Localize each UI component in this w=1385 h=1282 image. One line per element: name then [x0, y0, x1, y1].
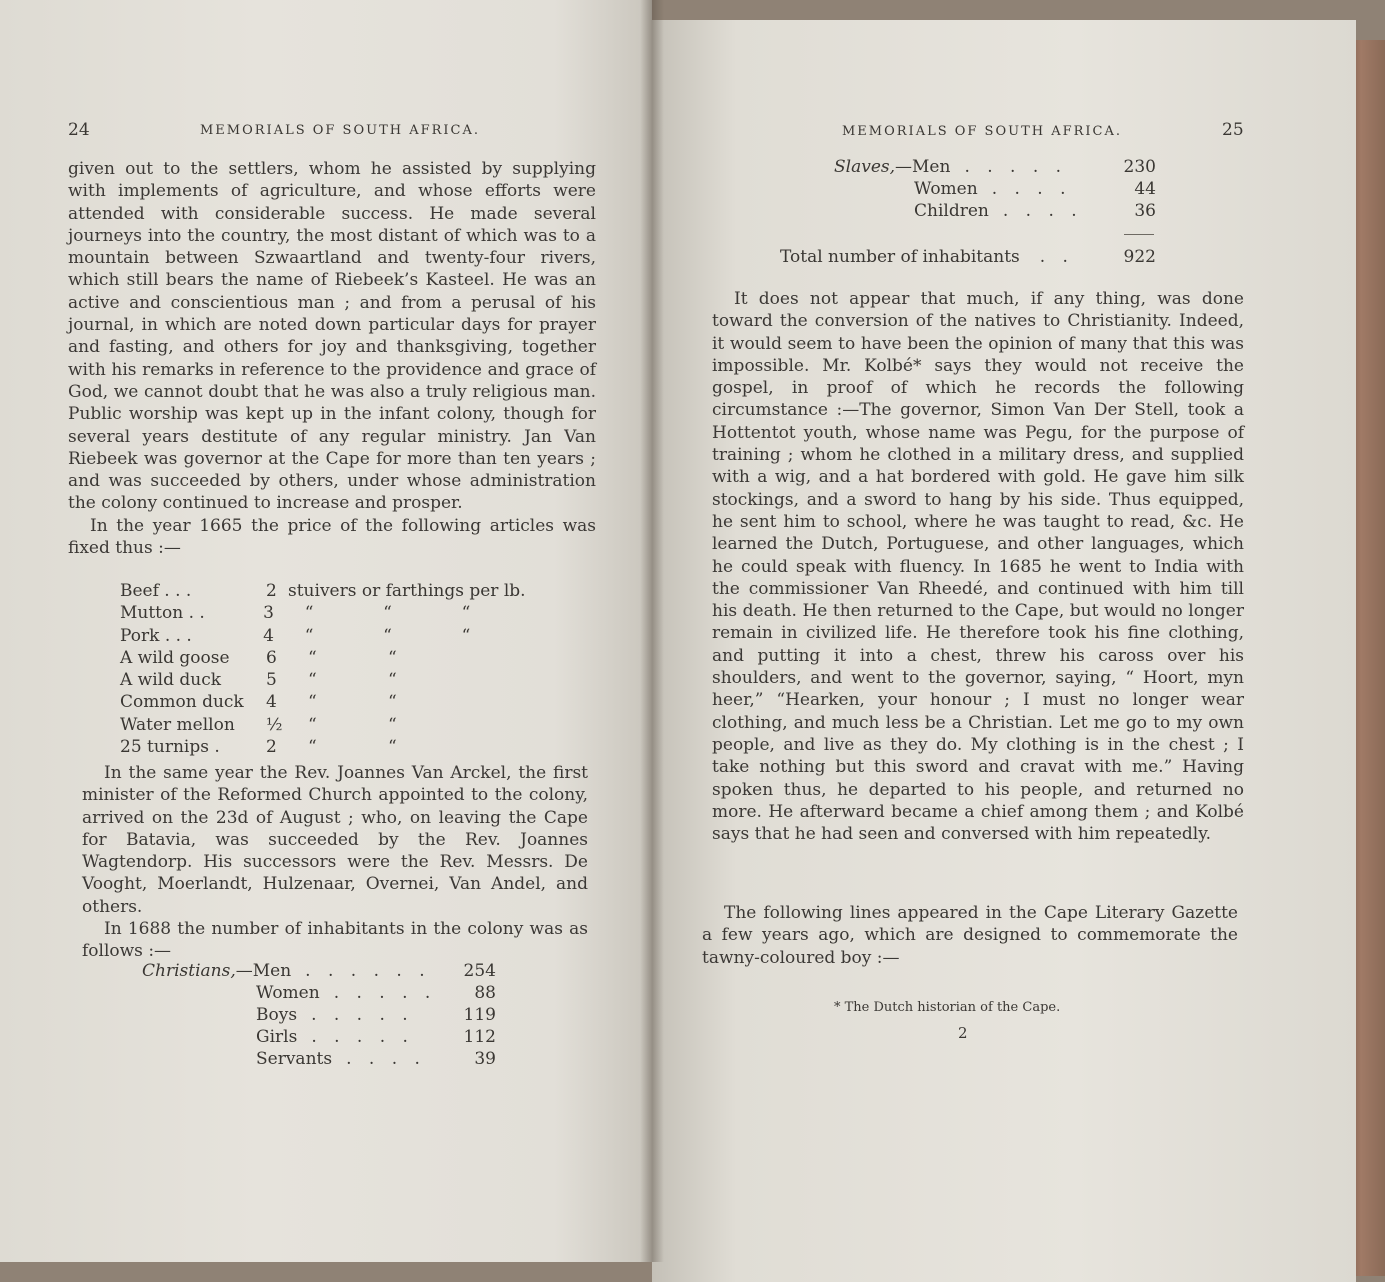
price-item: A wild goose [120, 647, 230, 668]
census-row [142, 1004, 496, 1026]
census-row [142, 982, 496, 1004]
price-row [120, 691, 540, 713]
price-table [120, 580, 540, 758]
census-label: Women [914, 179, 978, 199]
signature-mark: 2 [958, 1024, 968, 1042]
census-label: —Men [895, 157, 951, 177]
ditto-mark: “ [461, 603, 471, 624]
price-item: A wild duck [120, 670, 222, 691]
price-unit: stuivers or farthings per lb. [288, 581, 526, 601]
sum-rule [1124, 234, 1154, 235]
price-row [120, 736, 540, 758]
census-row [834, 200, 1156, 222]
ditto-mark: “ [383, 603, 392, 624]
ditto-mark: “ [383, 625, 392, 646]
census-value: 36 [1134, 201, 1156, 221]
total-label: Total number of inhabitants [780, 247, 1020, 267]
census-value: 254 [463, 961, 496, 981]
price-row [120, 647, 540, 669]
census-table [142, 960, 496, 1070]
ditto-mark: “ [308, 737, 317, 758]
census-dots: . . . . . [964, 157, 1068, 177]
price-amount: 3 [263, 603, 274, 624]
census-value: 119 [463, 1005, 496, 1025]
ditto-mark: “ [304, 603, 314, 624]
book-gutter [640, 0, 664, 1262]
price-amount: 5 [266, 670, 277, 691]
price-item: Mutton . . [120, 603, 205, 624]
price-amount: 4 [266, 692, 277, 713]
census-label: Boys [256, 1005, 298, 1025]
price-item: Water mellon [120, 714, 235, 735]
census-value: 44 [1134, 179, 1156, 199]
price-item: Common duck [120, 692, 244, 713]
census-value: 112 [463, 1027, 496, 1047]
census-label: Girls [256, 1027, 298, 1047]
census-dots: . . . . . [333, 983, 437, 1003]
ditto-mark: “ [388, 692, 397, 713]
ditto-mark: “ [308, 647, 317, 668]
left-page [0, 0, 652, 1262]
census-row [142, 1048, 496, 1070]
price-item: Beef . . . [120, 581, 192, 601]
census-value: 230 [1123, 157, 1156, 177]
census-value: 39 [474, 1049, 496, 1069]
ditto-mark: “ [308, 714, 317, 735]
paragraph: It does not appear that much, if any thing, was done toward the conversion of the natives to Christianity. Indeed, it would seem to have been the opinion of many that this was impossible. Mr. Kolbé* says they would not receive the gospel, in proof of which he records the following circumstance :—The governor, Simon Van Der Stell, took a Hottentot youth, whose name was Pegu, for the purpose of training ; whom he clothed in a military dress, and supplied with a wig, and a hat bordered with gold. He gave him silk stockings, and a sword to hang by his side. Thus equipped, he sent him to school, where he was taught to read, &c. He learned the Dutch, Portuguese, and other languages, which he could speak with fluency. In 1685 he went to India with the commissioner Van Rheedé, and continued with him till his death. He then returned to the Cape, but would no longer remain in civilized life. He therefore took his fine clothing, and putting it into a chest, threw his caross over his shoulders, and went to the governor, saying, “ Hoort, myn heer,” “Hearken, your honour ; I must no longer wear clothing, and much less be a Christian. Let me go to my own people, and live as they do. My clothing is in the chest ; I take nothing but this sword and cravat with me.” Having spoken thus, he departed to his people, and returned no more. He afterward became a chief among them ; and Kolbé says that he had seen and conversed with him repeatedly. [712, 289, 1244, 845]
running-head: MEMORIALS OF SOUTH AFRICA. [842, 124, 1123, 139]
right-text-block-2 [702, 902, 1238, 969]
census-dots: . . . . [1002, 201, 1083, 221]
price-row [120, 669, 540, 691]
ditto-mark: “ [388, 737, 397, 758]
slaves-table [834, 156, 1156, 222]
ditto-mark: “ [308, 692, 317, 713]
census-row [834, 156, 1156, 178]
paragraph: In the year 1665 the price of the following articles was fixed thus :— [68, 515, 596, 559]
census-row [834, 178, 1156, 200]
price-amount: 2 [266, 737, 277, 758]
footnote: * The Dutch historian of the Cape. [834, 1000, 1061, 1015]
census-dots: . . . . . [311, 1005, 414, 1025]
ditto-mark: “ [388, 647, 397, 668]
census-row [142, 1026, 496, 1048]
ditto-mark: “ [388, 714, 397, 735]
census-row [142, 960, 496, 982]
ditto-mark: “ [461, 625, 471, 646]
price-amount: 2 [266, 581, 277, 601]
total-value: 922 [1123, 247, 1156, 267]
price-row [120, 714, 540, 736]
total-row [780, 246, 1156, 268]
page-number: 25 [1222, 120, 1244, 140]
price-amount: 4 [263, 625, 274, 646]
right-text-block [712, 288, 1244, 845]
paragraph: The following lines appeared in the Cape Literary Gazette a few years ago, which are designed to commemorate the tawny-coloured boy :— [702, 903, 1238, 968]
census-group-label: Christians, [142, 961, 236, 981]
census-dots: . . . . . . [305, 961, 431, 981]
left-text-block-2 [82, 762, 588, 963]
ditto-mark: “ [304, 625, 314, 646]
left-text-block [68, 158, 596, 559]
price-amount: ½ [266, 714, 283, 735]
price-row [120, 580, 540, 602]
census-dots: . . [1039, 247, 1074, 267]
ditto-mark: “ [308, 670, 317, 691]
price-item: 25 turnips . [120, 737, 220, 758]
census-label: Children [914, 201, 989, 221]
price-row [120, 625, 540, 647]
census-group-label: Slaves, [834, 157, 896, 177]
paragraph: given out to the settlers, whom he assisted by supplying with implements of agriculture, and whose efforts were attended with considerable success. He made several journeys into the country, the most distant of which was to a mountain between Szwaartland and twenty-four rivers, which still bears the name of Riebeek’s Kasteel. He was an active and conscientious man ; and from a perusal of his journal, in which are noted down particular days for prayer and fasting, and others for joy and thanksgiving, together with his remarks in reference to the providence and grace of God, we cannot doubt that he was also a truly religious man. Public worship was kept up in the infant colony, though for several years destitute of any regular ministry. Jan Van Riebeek was governor at the Cape for more than ten years ; and was succeeded by others, under whose administration the colony continued to increase and prosper. [68, 159, 596, 514]
price-amount: 6 [266, 647, 277, 668]
paragraph: In 1688 the number of inhabitants in the colony was as follows :— [82, 919, 588, 962]
right-page [652, 20, 1356, 1282]
page-number: 24 [68, 120, 90, 140]
running-head: MEMORIALS OF SOUTH AFRICA. [200, 123, 481, 138]
price-item: Pork . . . [120, 625, 192, 646]
paragraph: In the same year the Rev. Joannes Van Arckel, the first minister of the Reformed Church appointed to the colony, arrived on the 23d of August ; who, on leaving the Cape for Batavia, was succeeded by the Rev. Joannes Wagtendorp. His successors were the Rev. Messrs. De Vooght, Moerlandt, Hulzenaar, Overnei, Van Andel, and others. [82, 763, 588, 917]
census-label: Servants [256, 1049, 333, 1069]
census-row [780, 246, 1156, 268]
ditto-mark: “ [388, 670, 397, 691]
price-row [120, 602, 540, 624]
census-dots: . . . . [991, 179, 1072, 199]
census-value: 88 [474, 983, 496, 1003]
census-label: —Men [235, 961, 292, 981]
census-dots: . . . . . [311, 1027, 414, 1047]
census-label: Women [256, 983, 320, 1003]
census-dots: . . . . [346, 1049, 426, 1069]
